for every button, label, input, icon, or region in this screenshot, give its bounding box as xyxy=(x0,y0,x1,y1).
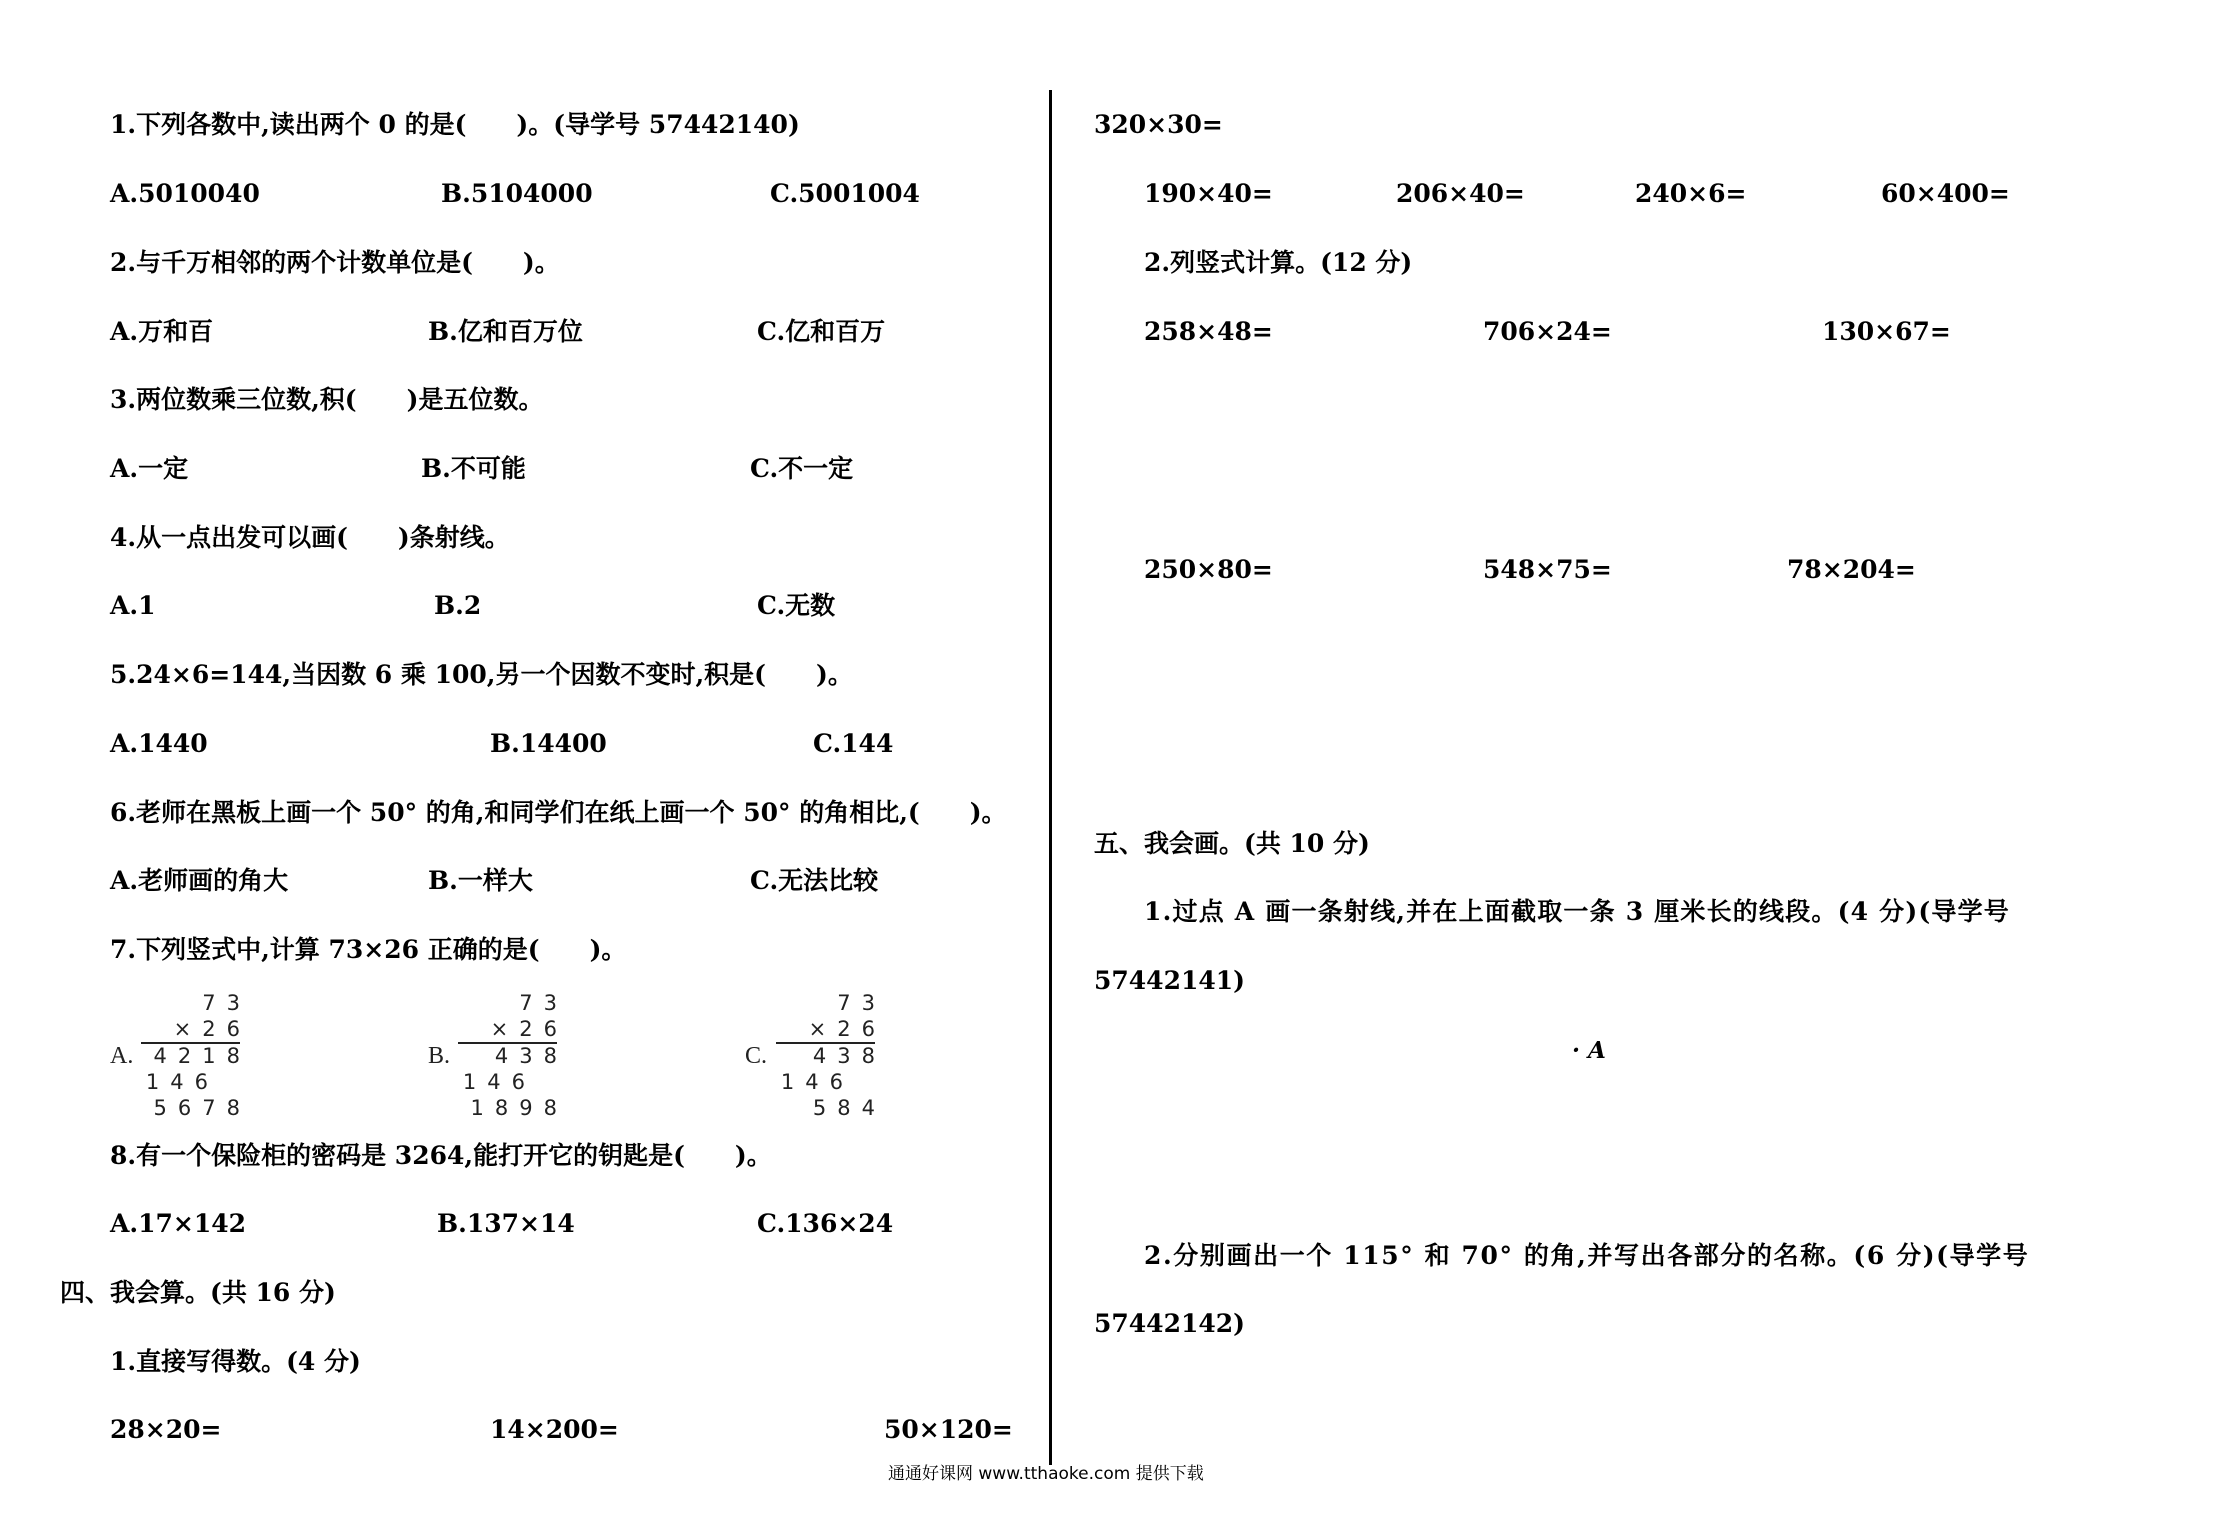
q1-option-b: B.5104000 xyxy=(441,179,593,208)
q7-b-row-multiplier: ×26 xyxy=(490,1017,568,1041)
section-5-heading: 五、我会画。(共 10 分) xyxy=(1094,829,1370,858)
q4-option-b: B.2 xyxy=(434,591,482,620)
calc-item: 60×400= xyxy=(1881,179,2010,208)
draw-task-2-line1: 2.分别画出一个 115° 和 70° 的角,并写出各部分的名称。(6 分)(导学号 xyxy=(1144,1241,2030,1270)
q4-option-c: C.无数 xyxy=(757,591,836,620)
q7-a-row-multiplicand: 73 xyxy=(202,991,251,1015)
calc-item: 206×40= xyxy=(1396,179,1525,208)
q7-option-b-vertical-calc xyxy=(452,990,568,1125)
q7-b-row-partial2: 146 xyxy=(462,1070,536,1094)
q4-option-a: A.1 xyxy=(110,591,156,620)
column-divider xyxy=(1049,90,1052,1465)
q7-c-row-product: 584 xyxy=(812,1096,886,1120)
q3-stem: 3.两位数乘三位数,积( )是五位数。 xyxy=(110,385,544,414)
calc-item: 320×30= xyxy=(1094,110,1223,139)
q7-c-row-partial2: 146 xyxy=(780,1070,854,1094)
q3-option-c: C.不一定 xyxy=(750,454,854,483)
q4-stem: 4.从一点出发可以画( )条射线。 xyxy=(110,523,510,552)
q7-b-row-partial1: 438 xyxy=(494,1044,568,1068)
q7-option-c-label: C. xyxy=(745,1043,768,1069)
q7-b-row-multiplicand: 73 xyxy=(519,991,568,1015)
point-a: · A xyxy=(1572,1037,1606,1064)
vertical-calc-item: 258×48= xyxy=(1144,317,1273,346)
q8-stem: 8.有一个保险柜的密码是 3264,能打开它的钥匙是( )。 xyxy=(110,1141,772,1170)
section-4-part-1: 1.直接写得数。(4 分) xyxy=(110,1347,361,1376)
q1-option-c: C.5001004 xyxy=(770,179,920,208)
q5-option-a: A.1440 xyxy=(110,729,208,758)
q7-option-b-label: B. xyxy=(428,1043,451,1069)
q3-option-b: B.不可能 xyxy=(421,454,526,483)
q8-option-b: B.137×14 xyxy=(437,1209,575,1238)
q7-option-a-vertical-calc xyxy=(135,990,251,1125)
q6-option-a: A.老师画的角大 xyxy=(110,866,289,895)
q2-stem: 2.与千万相邻的两个计数单位是( )。 xyxy=(110,248,560,277)
q2-option-b: B.亿和百万位 xyxy=(428,317,583,346)
section-4-heading: 四、我会算。(共 16 分) xyxy=(60,1278,336,1307)
q1-option-a: A.5010040 xyxy=(110,179,260,208)
draw-task-1-line2: 57442141) xyxy=(1094,966,1245,995)
draw-task-2-line2: 57442142) xyxy=(1094,1309,1245,1338)
calc-item: 240×6= xyxy=(1635,179,1747,208)
q2-option-a: A.万和百 xyxy=(110,317,214,346)
q7-a-row-partial1: 4218 xyxy=(153,1044,251,1068)
section-4-part-2: 2.列竖式计算。(12 分) xyxy=(1144,248,1413,277)
q7-stem: 7.下列竖式中,计算 73×26 正确的是( )。 xyxy=(110,935,627,964)
q7-c-row-multiplicand: 73 xyxy=(837,991,886,1015)
q7-a-row-partial2: 146 xyxy=(145,1070,219,1094)
calc-item: 50×120= xyxy=(884,1415,1013,1444)
q5-option-c: C.144 xyxy=(813,729,894,758)
q7-a-row-product: 5678 xyxy=(153,1096,251,1120)
q5-option-b: B.14400 xyxy=(490,729,607,758)
q6-option-b: B.一样大 xyxy=(428,866,533,895)
draw-task-1-line1: 1.过点 A 画一条射线,并在上面截取一条 3 厘米长的线段。(4 分)(导学号 xyxy=(1144,897,2010,926)
q7-b-row-product: 1898 xyxy=(470,1096,568,1120)
q2-option-c: C.亿和百万 xyxy=(757,317,886,346)
q1-stem: 1.下列各数中,读出两个 0 的是( )。(导学号 57442140) xyxy=(110,110,800,139)
vertical-calc-item: 548×75= xyxy=(1483,555,1612,584)
q6-option-c: C.无法比较 xyxy=(750,866,879,895)
vertical-calc-item: 706×24= xyxy=(1483,317,1612,346)
q8-option-a: A.17×142 xyxy=(110,1209,247,1238)
vertical-calc-item: 78×204= xyxy=(1787,555,1916,584)
calc-item: 28×20= xyxy=(110,1415,222,1444)
q8-option-c: C.136×24 xyxy=(757,1209,894,1238)
q5-stem: 5.24×6=144,当因数 6 乘 100,另一个因数不变时,积是( )。 xyxy=(110,660,853,689)
q7-option-c-vertical-calc xyxy=(770,990,886,1125)
footer-source: 通通好课网 www.tthaoke.com 提供下载 xyxy=(888,1464,1204,1484)
vertical-calc-item: 250×80= xyxy=(1144,555,1273,584)
vertical-calc-item: 130×67= xyxy=(1822,317,1951,346)
q7-c-row-partial1: 438 xyxy=(812,1044,886,1068)
calc-item: 190×40= xyxy=(1144,179,1273,208)
calc-item: 14×200= xyxy=(490,1415,619,1444)
q7-option-a-label: A. xyxy=(110,1043,134,1069)
q7-a-row-multiplier: ×26 xyxy=(173,1017,251,1041)
q6-stem: 6.老师在黑板上画一个 50° 的角,和同学们在纸上画一个 50° 的角相比,( )。 xyxy=(110,798,1007,827)
q3-option-a: A.一定 xyxy=(110,454,189,483)
q7-c-row-multiplier: ×26 xyxy=(808,1017,886,1041)
